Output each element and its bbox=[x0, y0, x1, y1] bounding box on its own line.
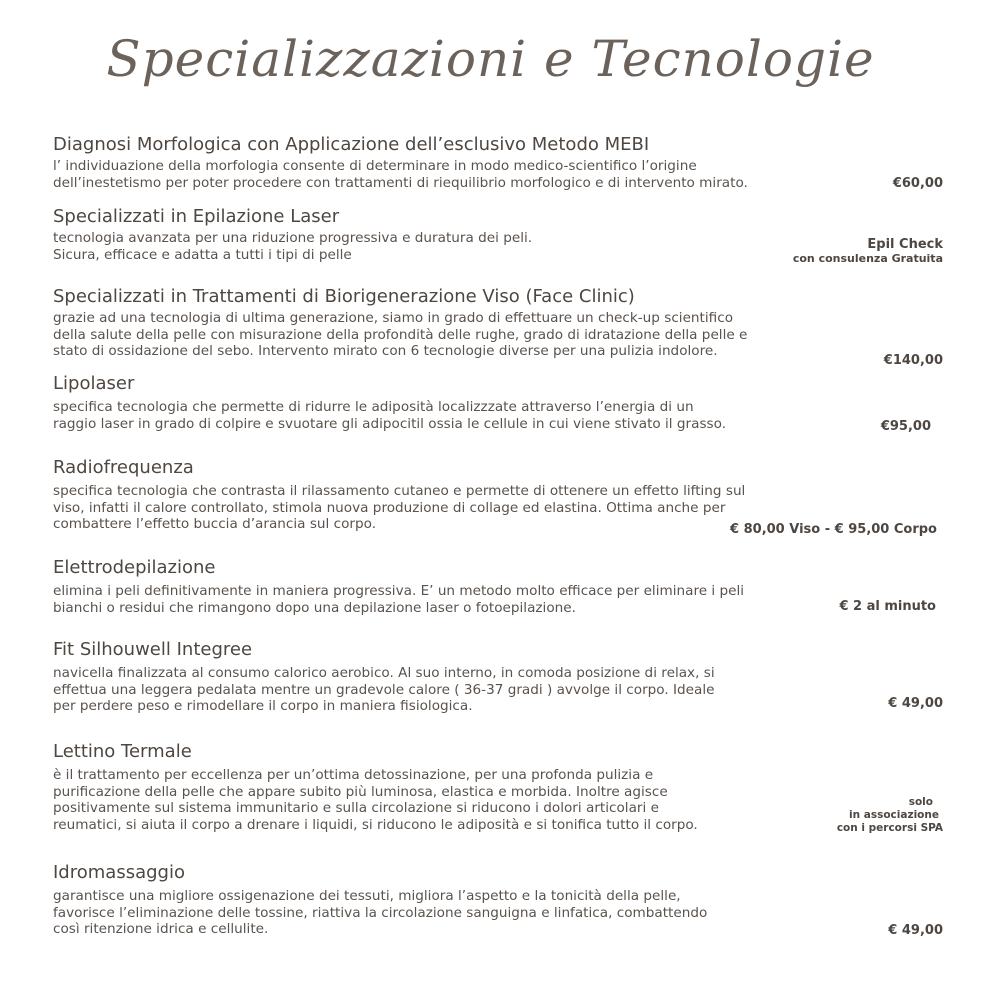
treatment-price bbox=[881, 419, 931, 435]
description-line: viso, infatti il calore controllato, stimola nuova produzione di collage ed elastina. Ottima anche per bbox=[53, 499, 726, 516]
description-line: per perdere peso e rimodellare il corpo in maniera fisiologica. bbox=[53, 698, 473, 714]
treatment-title: Fit Silhouwell Integree bbox=[53, 639, 253, 660]
description-line: specifica tecnologia che permette di ridurre le adiposità localizzzate attraverso l’energia di un bbox=[53, 399, 694, 415]
description-line: raggio laser in grado di colpire e svuotare gli adipocitil ossia le cellule in cui viene stivato il grasso. bbox=[53, 415, 727, 432]
treatment-item bbox=[53, 741, 943, 833]
treatment-item bbox=[53, 373, 943, 432]
price-line: € 80,00 Viso - € 95,00 Corpo bbox=[730, 522, 937, 537]
treatment-item bbox=[53, 286, 943, 368]
treatment-price bbox=[837, 796, 943, 835]
price-line: € 49,00 bbox=[888, 923, 943, 938]
treatment-title: Specializzati in Epilazione Laser bbox=[53, 206, 340, 227]
treatment-title: Lettino Termale bbox=[53, 741, 192, 762]
treatment-description bbox=[53, 583, 853, 616]
treatment-title: Diagnosi Morfologica con Applicazione dell’esclusivo Metodo MEBI bbox=[53, 134, 650, 155]
treatment-title: Lipolaser bbox=[53, 373, 135, 394]
treatment-description bbox=[53, 767, 853, 833]
description-line: purificazione della pelle che appare subito più luminosa, elastica e morbida. Inoltre agisce bbox=[53, 783, 668, 800]
description-line: stato di ossidazione del sebo. Intervento mirato con 6 tecnologie diverse per una pulizia indolore. bbox=[53, 343, 718, 359]
description-line: tecnologia avanzata per una riduzione progressiva e duratura dei peli. bbox=[53, 230, 533, 246]
description-line: grazie ad una tecnologia di ultima generazione, siamo in grado di effettuare un check-up scientifico bbox=[53, 310, 734, 326]
description-line: elimina i peli definitivamente in maniera progressiva. E’ un metodo molto efficace per eliminare i peli bbox=[53, 583, 745, 599]
treatment-item bbox=[53, 862, 943, 938]
treatment-title: Radiofrequenza bbox=[53, 457, 194, 478]
treatment-item bbox=[53, 557, 943, 616]
treatment-item bbox=[53, 134, 943, 191]
description-line: reumatici, si aiuta il corpo a drenare i liquidi, si riducono le adiposità e si tonifica tutto il corpo. bbox=[53, 816, 698, 833]
description-line: garantisce una migliore ossigenazione dei tessuti, migliora l’aspetto e la tonicità della pelle, bbox=[53, 888, 681, 904]
description-line: specifica tecnologia che contrasta il rilassamento cutaneo e permette di ottenere un effetto lifting sul bbox=[53, 483, 746, 499]
price-line: con i percorsi SPA bbox=[836, 822, 943, 834]
description-line: effettua una leggera pedalata mentre un gradevole calore ( 36-37 gradi ) avvolge il corpo. Ideale bbox=[53, 681, 715, 698]
treatment-item bbox=[53, 639, 943, 715]
price-line: €140,00 bbox=[883, 353, 943, 368]
description-line: della salute della pelle con misurazione della profondità delle rughe, grado di idratazione della pelle e bbox=[53, 326, 748, 343]
treatment-price bbox=[893, 176, 943, 192]
description-line: l’ individuazione della morfologia consente di determinare in modo medico-scientifico l’origine bbox=[53, 158, 697, 174]
treatment-price bbox=[888, 696, 943, 712]
price-line: solo bbox=[908, 796, 933, 808]
description-line: navicella finalizzata al consumo calorico aerobico. Al suo interno, in comoda posizione di relax, si bbox=[53, 665, 715, 681]
price-line: € 49,00 bbox=[888, 696, 943, 711]
description-line: dell’inestetismo per poter procedere con trattamenti di riequilibrio morfologico e di intervento mirato. bbox=[53, 174, 748, 191]
treatment-title: Specializzati in Trattamenti di Biorigenerazione Viso (Face Clinic) bbox=[53, 286, 635, 307]
price-line: € 2 al minuto bbox=[839, 599, 936, 614]
price-line: €60,00 bbox=[892, 176, 943, 191]
treatment-title: Elettrodepilazione bbox=[53, 557, 216, 578]
price-line: in associazione bbox=[849, 809, 939, 821]
treatment-price bbox=[839, 599, 936, 615]
description-line: combattere l’effetto buccia d’arancia sul corpo. bbox=[53, 516, 377, 532]
treatment-description bbox=[53, 158, 853, 191]
description-line: Sicura, efficace e adatta a tutti i tipi di pelle bbox=[53, 246, 352, 263]
page-title: Specializzazioni e Tecnologie bbox=[106, 30, 875, 88]
description-line: favorisce l’eliminazione delle tossine, riattiva la circolazione sanguigna e linfatica, combattendo bbox=[53, 904, 708, 921]
treatment-price bbox=[730, 522, 937, 538]
treatment-item bbox=[53, 457, 943, 537]
treatment-price bbox=[888, 923, 943, 939]
description-line: è il trattamento per eccellenza per un’ottima detossinazione, per una profonda pulizia e bbox=[53, 767, 654, 783]
treatment-item bbox=[53, 206, 943, 263]
description-line: bianchi o residui che rimangono dopo una depilazione laser o fotoepilazione. bbox=[53, 599, 576, 616]
description-line: positivamente sul sistema immunitario e sulla circolazione si riducono i dolori articolari e bbox=[53, 800, 659, 816]
price-line: €95,00 bbox=[880, 419, 931, 434]
treatment-description bbox=[53, 399, 853, 432]
treatment-description bbox=[53, 230, 853, 263]
treatment-description bbox=[53, 310, 853, 360]
description-line: così ritenzione idrica e cellulite. bbox=[53, 921, 269, 937]
treatment-description bbox=[53, 665, 853, 715]
treatment-description bbox=[53, 888, 853, 938]
treatment-title: Idromassaggio bbox=[53, 862, 185, 883]
price-line: con consulenza Gratuita bbox=[792, 252, 943, 265]
treatment-price bbox=[793, 237, 943, 265]
treatment-price bbox=[884, 353, 943, 369]
price-line: Epil Check bbox=[867, 237, 943, 252]
